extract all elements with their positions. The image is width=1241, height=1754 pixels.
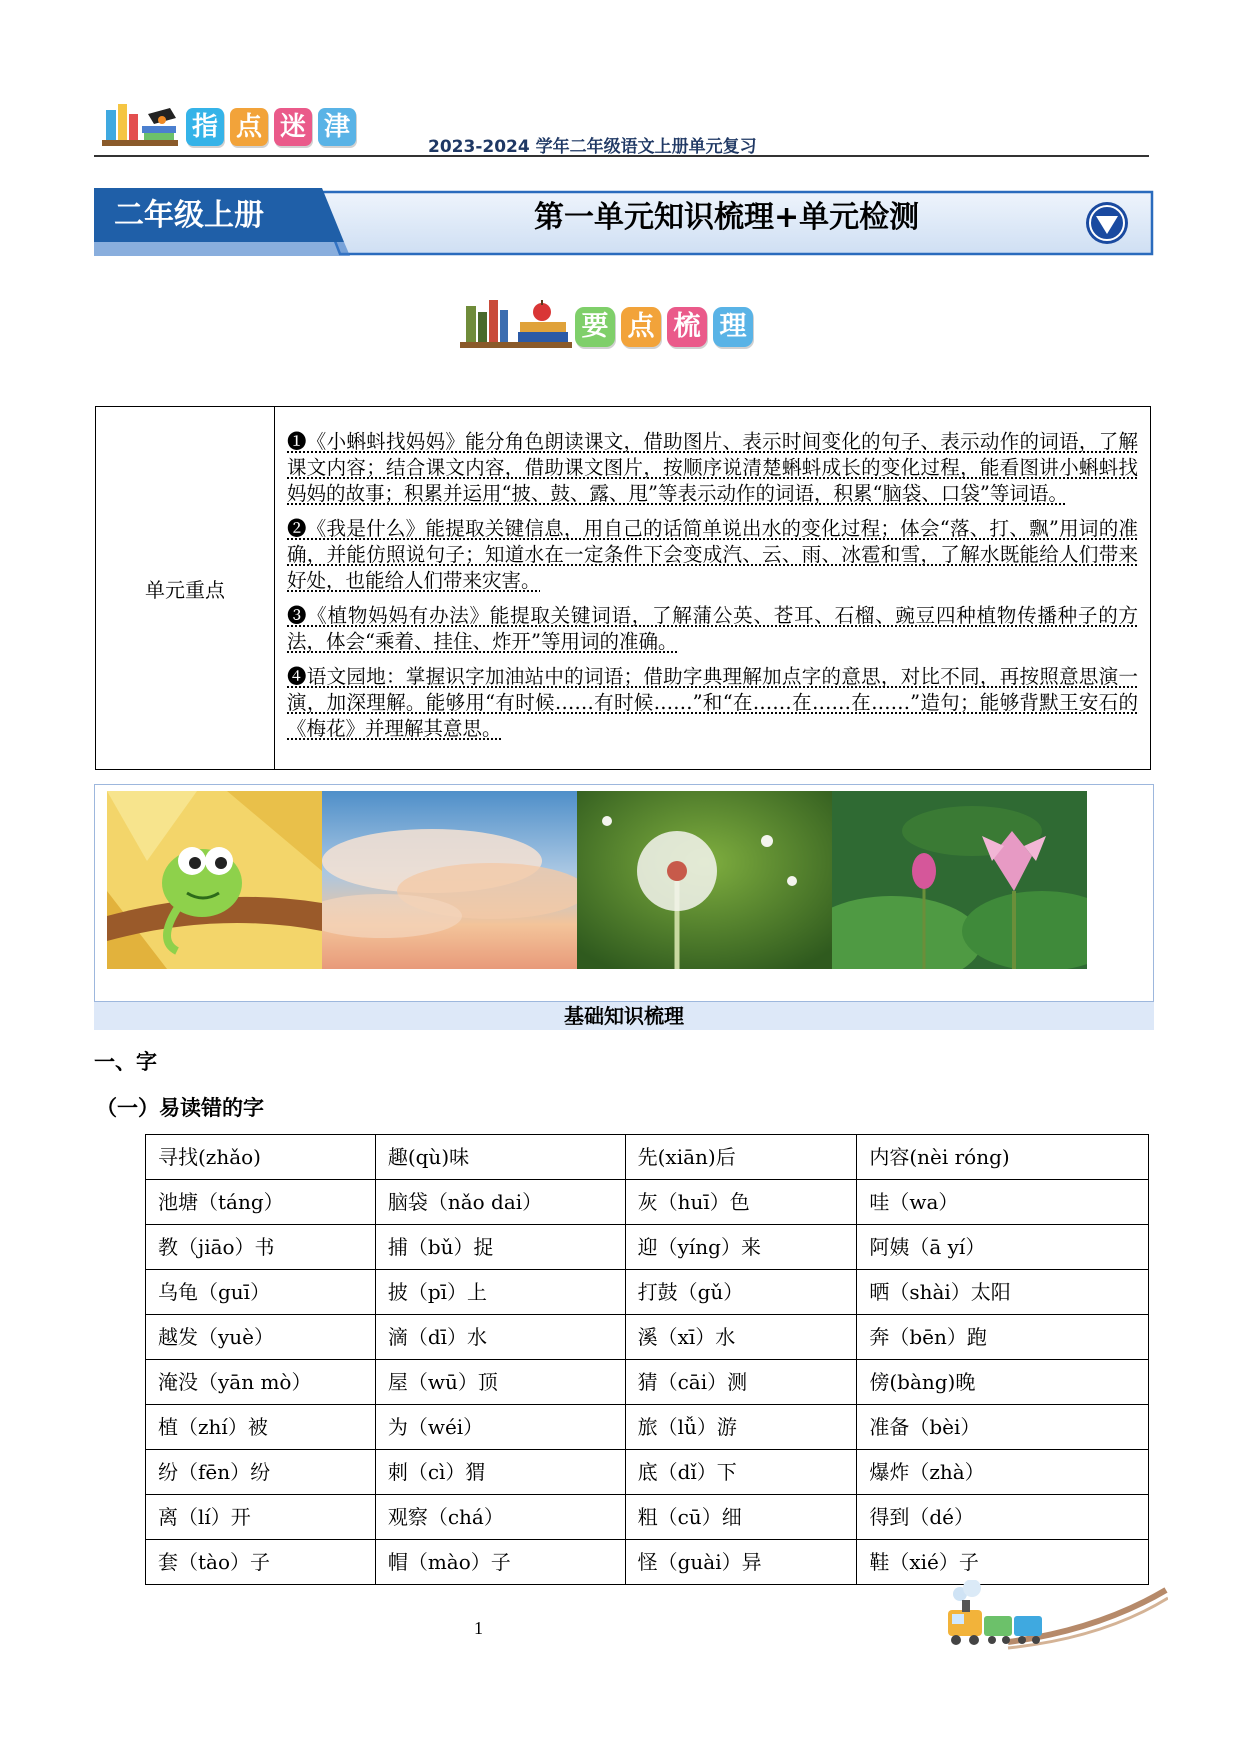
table-row [146,1495,1149,1540]
table-cell: 滴（dī）水 [375,1315,625,1360]
down-arrow-circle-icon[interactable] [1084,200,1130,246]
grade-label: 二年级上册 [114,198,264,233]
page-title: 第一单元知识梳理+单元检测 [534,200,920,235]
table-cell: 纷（fēn）纷 [146,1450,376,1495]
table-cell: 刺（cì）猬 [375,1450,625,1495]
unit-title-banner [94,188,1154,260]
table-row [146,1270,1149,1315]
key-tile-3: 梳 [667,307,707,347]
table-cell: 内容(nèi róng) [857,1135,1149,1180]
table-cell: 植（zhí）被 [146,1405,376,1450]
logo-tile-4: 津 [318,108,356,146]
table-cell: 披（pī）上 [375,1270,625,1315]
focus-item-1: ❶《小蝌蚪找妈妈》能分角色朗读课文，借助图片、表示时间变化的句子、表示动作的词语，了解课文内容；结合课文内容，借助课文图片，按顺序说清楚蝌蚪成长的变化过程，能看图讲小蝌蚪找妈妈的故事；积累并运用“披、鼓、露、甩”等表示动作的词语，积累“脑袋、口袋”等词语。 [287,430,1138,505]
unit-focus-label: 单元重点 [96,407,275,770]
focus-item-3: ❸《植物妈妈有办法》能提取关键词语，了解蒲公英、苍耳、石榴、豌豆四种植物传播种子的方法，体会“乘着、挂住、炸开”等用词的准确。 [287,604,1138,653]
lotus-flowers-image [832,791,1087,969]
table-cell: 得到（dé） [857,1495,1149,1540]
table-cell: 溪（xī）水 [625,1315,857,1360]
photo-strip [94,784,1154,1002]
table-cell: 池塘（táng） [146,1180,376,1225]
table-cell: 奔（bēn）跑 [857,1315,1149,1360]
header-divider [94,155,1149,157]
table-row [146,1180,1149,1225]
table-cell: 观察（chá） [375,1495,625,1540]
table-cell: 捕（bǔ）捉 [375,1225,625,1270]
table-row [146,1540,1149,1585]
table-cell: 哇（wa） [857,1180,1149,1225]
table-cell: 阿姨（ā yí） [857,1225,1149,1270]
table-cell: 为（wéi） [375,1405,625,1450]
table-cell: 晒（shài）太阳 [857,1270,1149,1315]
table-cell: 灰（huī）色 [625,1180,857,1225]
subsection-heading: （一）易读错的字 [96,1096,264,1120]
table-row [146,1405,1149,1450]
table-row [146,1225,1149,1270]
table-row [146,1315,1149,1360]
table-cell: 粗（cū）细 [625,1495,857,1540]
table-cell: 准备（bèi） [857,1405,1149,1450]
sunset-clouds-image [322,791,577,969]
section-heading: 一、字 [94,1050,157,1074]
key-tile-1: 要 [575,307,615,347]
unit-focus-content [275,407,1151,770]
table-cell: 帽（mào）子 [375,1540,625,1585]
table-cell: 教（jiāo）书 [146,1225,376,1270]
table-cell: 打鼓（gǔ） [625,1270,857,1315]
table-cell: 猜（cāi）测 [625,1360,857,1405]
books-apple-icon [460,292,572,350]
table-cell: 屋（wū）顶 [375,1360,625,1405]
table-cell: 怪（guài）异 [625,1540,857,1585]
easily-misread-characters-table [145,1134,1149,1585]
table-cell: 越发（yuè） [146,1315,376,1360]
table-cell: 寻找(zhǎo) [146,1135,376,1180]
table-cell: 傍(bàng)晚 [857,1360,1149,1405]
focus-item-2: ❷《我是什么》能提取关键信息，用自己的话简单说出水的变化过程；体会“落、打、飘”用词的准确，并能仿照说句子；知道水在一定条件下会变成汽、云、雨、冰雹和雪，了解水既能给人们带来好处，也能给人们带来灾害。 [287,517,1138,592]
train-icon [938,1580,1168,1652]
tadpole-frog-image [107,791,322,969]
key-points-logo-tiles [575,307,753,347]
table-cell: 淹没（yān mò） [146,1360,376,1405]
table-cell: 趣(qù)味 [375,1135,625,1180]
table-cell: 爆炸（zhà） [857,1450,1149,1495]
table-cell: 脑袋（nǎo dai） [375,1180,625,1225]
table-cell: 乌龟（guī） [146,1270,376,1315]
header-logo-tiles [186,108,356,146]
table-row [146,1360,1149,1405]
table-cell: 离（lí）开 [146,1495,376,1540]
table-cell: 套（tào）子 [146,1540,376,1585]
logo-tile-3: 迷 [274,108,312,146]
books-logo-icon [100,96,180,148]
logo-tile-1: 指 [186,108,224,146]
key-tile-4: 理 [713,307,753,347]
key-tile-2: 点 [621,307,661,347]
focus-item-4: ❹语文园地：掌握识字加油站中的词语；借助字典理解加点字的意思，对比不同，再按照意思演一演，加深理解。能够用“有时候……有时候……”和“在……在……在……”造句；能够背默王安石的《梅花》并理解其意思。 [287,665,1138,740]
table-cell: 先(xiān)后 [625,1135,857,1180]
table-cell: 旅（lǚ）游 [625,1405,857,1450]
table-cell: 迎（yíng）来 [625,1225,857,1270]
logo-tile-2: 点 [230,108,268,146]
dandelion-image [577,791,832,969]
header-subtitle: 2023-2024 学年二年级语文上册单元复习 [428,137,757,157]
table-cell: 鞋（xié）子 [857,1540,1149,1585]
table-cell: 底（dǐ）下 [625,1450,857,1495]
page-number: 1 [474,1618,483,1638]
photo-caption: 基础知识梳理 [94,1002,1154,1030]
table-row [146,1135,1149,1180]
table-row [146,1450,1149,1495]
unit-focus-table [95,406,1151,770]
